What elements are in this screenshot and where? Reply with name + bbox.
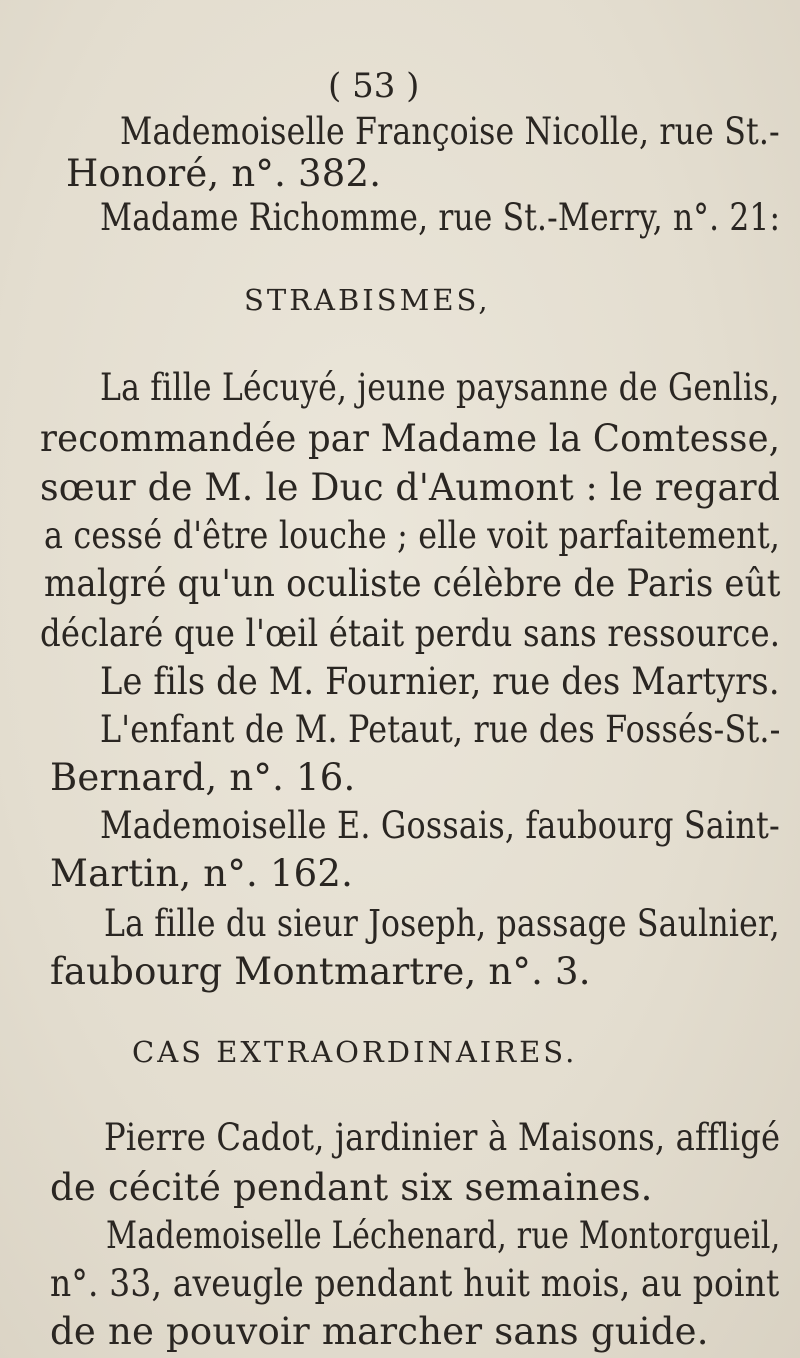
text-line: recommandée par Madame la Comtesse, (40, 417, 781, 460)
text-line: faubourg Montmartre, n°. 3. (50, 950, 591, 993)
text-line: malgré qu'un oculiste célèbre de Paris eût (44, 562, 781, 605)
text-line: Le fils de M. Fournier, rue des Martyrs. (100, 660, 780, 703)
text-line: La fille du sieur Joseph, passage Saulnier, (104, 902, 780, 945)
text-line: Madame Richomme, rue St.-Merry, n°. 21: (100, 196, 781, 239)
text-line: Pierre Cadot, jardinier à Maisons, affligé (104, 1116, 781, 1159)
text-line: n°. 33, aveugle pendant huit mois, au point (50, 1262, 780, 1305)
text-line: Martin, n°. 162. (50, 852, 354, 895)
text-line: de cécité pendant six semaines. (50, 1166, 653, 1209)
text-line: a cessé d'être louche ; elle voit parfaitement, (44, 514, 781, 557)
page-number: ( 53 ) (328, 66, 420, 106)
section-heading-strabismes: STRABISMES, (244, 283, 491, 317)
text-line: La fille Lécuyé, jeune paysanne de Genlis, (100, 366, 780, 409)
text-line: sœur de M. le Duc d'Aumont : le regard (40, 466, 781, 509)
text-line: Bernard, n°. 16. (50, 756, 356, 799)
text-line: de ne pouvoir marcher sans guide. (50, 1310, 709, 1353)
section-heading-cas-extraordinaires: CAS EXTRAORDINAIRES. (132, 1035, 578, 1069)
text-line: Mademoiselle Léchenard, rue Montorgueil, (106, 1214, 781, 1257)
text-line: Honoré, n°. 382. (66, 152, 382, 195)
text-line: L'enfant de M. Petaut, rue des Fossés-St.- (100, 708, 781, 751)
text-line: Mademoiselle Françoise Nicolle, rue St.- (120, 110, 780, 153)
text-line: déclaré que l'œil était perdu sans ressource. (40, 612, 781, 655)
text-line: Mademoiselle E. Gossais, faubourg Saint- (100, 804, 780, 847)
